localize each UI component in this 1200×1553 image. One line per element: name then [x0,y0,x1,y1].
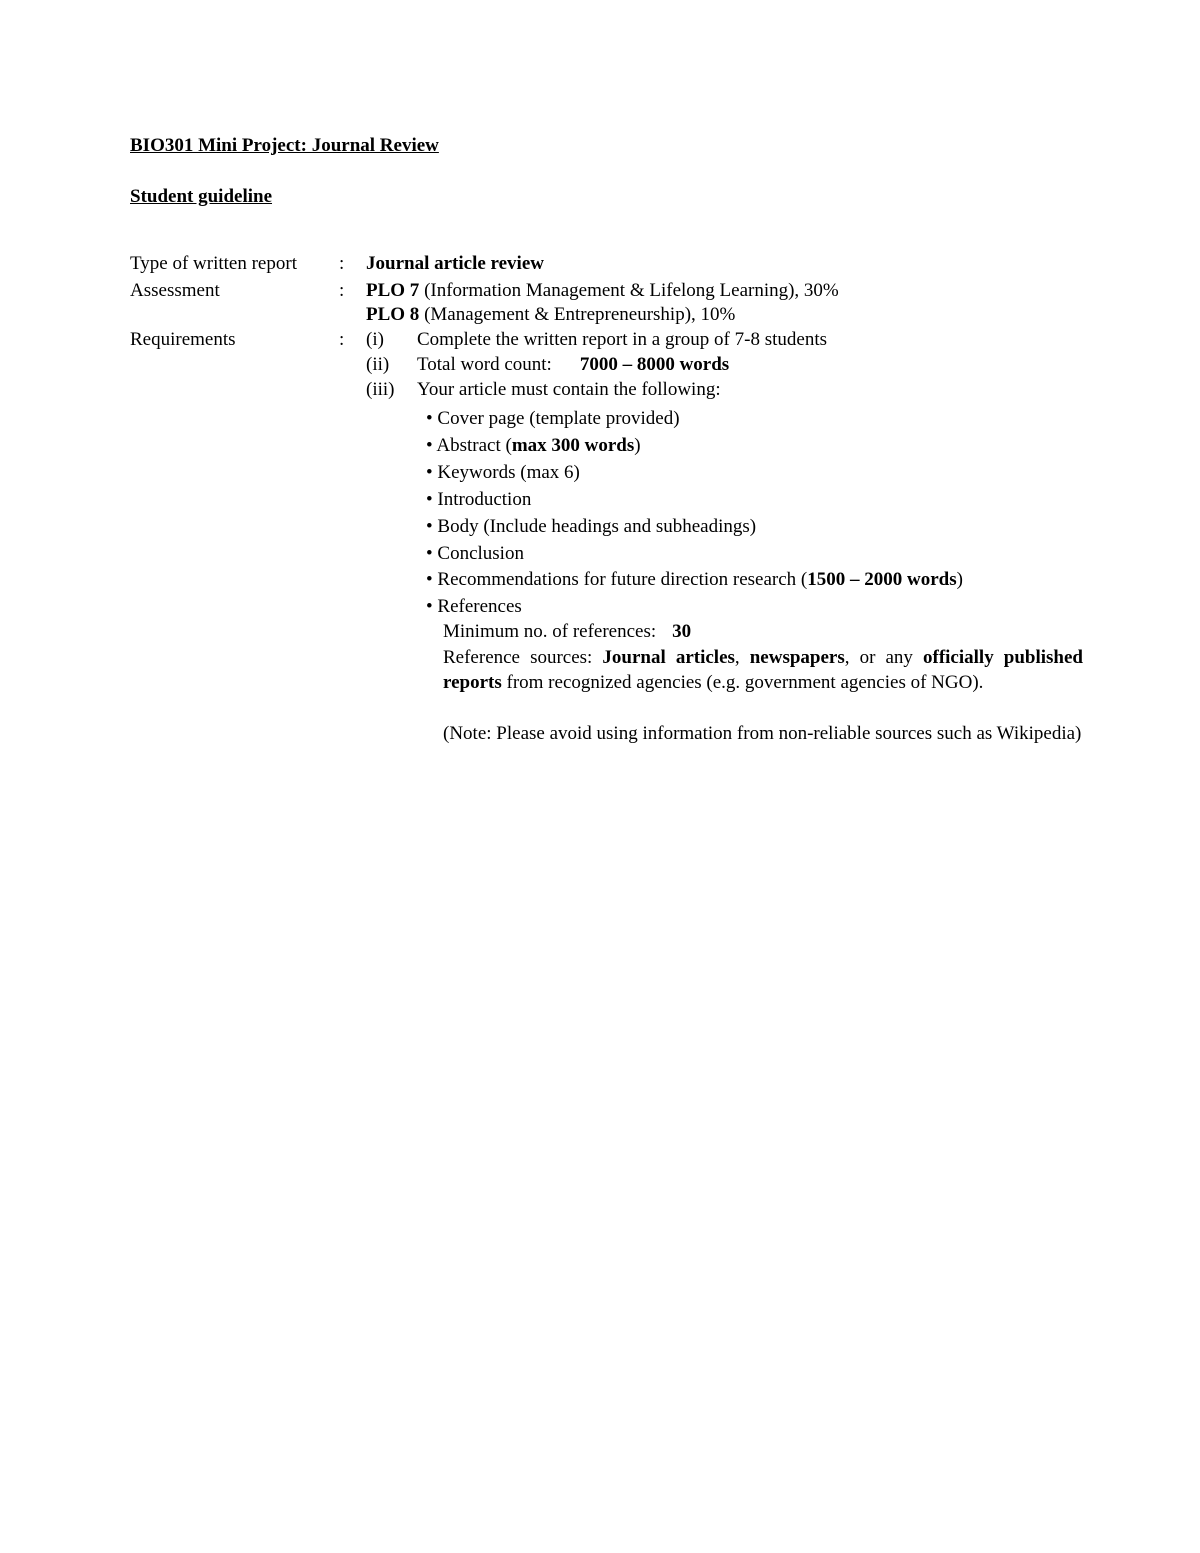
document-title: BIO301 Mini Project: Journal Review [130,135,439,156]
references-note: (Note: Please avoid using information from non-reliable sources such as Wikipedia) [443,723,1082,744]
requirements-colon: : [339,329,345,350]
list-item-conclusion: • Conclusion [426,543,524,564]
list-item-introduction: • Introduction [426,489,532,510]
type-value: Journal article review [366,253,544,274]
document-subtitle: Student guideline [130,186,273,207]
bullet-icon: • [426,435,433,456]
type-colon: : [339,253,345,274]
list-item-body: • Body (Include headings and subheadings) [426,516,757,537]
list-item-abstract: • Abstract (max 300 words) [426,435,641,456]
req-3-number: (iii) [366,379,395,400]
list-item-references: • References [426,596,522,617]
bullet-icon: • [426,408,433,429]
requirements-label: Requirements [130,329,236,350]
bullet-icon: • [426,489,433,510]
req-1-number: (i) [366,329,384,350]
references-minimum: Minimum no. of references: 30 [443,621,692,642]
assessment-plo7: PLO 7 (Information Management & Lifelong Learning), 30% [366,280,839,301]
references-sources: Reference sources: Journal articles, newspapers, or any officially published reports from recognized agencies (e.g. government agencies of NGO). [443,647,1083,693]
assessment-plo8: PLO 8 (Management & Entrepreneurship), 10% [366,304,736,325]
bullet-icon: • [426,516,433,537]
list-item-recommendations: • Recommendations for future direction research (1500 – 2000 words) [426,569,963,590]
req-3-text: Your article must contain the following: [417,379,721,400]
list-item-cover: • Cover page (template provided) [426,408,680,429]
req-2-text: Total word count: 7000 – 8000 words [417,354,730,375]
req-1-text: Complete the written report in a group of 7-8 students [417,329,827,350]
type-label: Type of written report [130,253,297,274]
bullet-icon: • [426,569,433,590]
assessment-label: Assessment [130,280,220,301]
req-2-number: (ii) [366,354,390,375]
list-item-keywords: • Keywords (max 6) [426,462,580,483]
bullet-icon: • [426,462,433,483]
bullet-icon: • [426,596,433,617]
bullet-icon: • [426,543,433,564]
assessment-colon: : [339,280,345,301]
